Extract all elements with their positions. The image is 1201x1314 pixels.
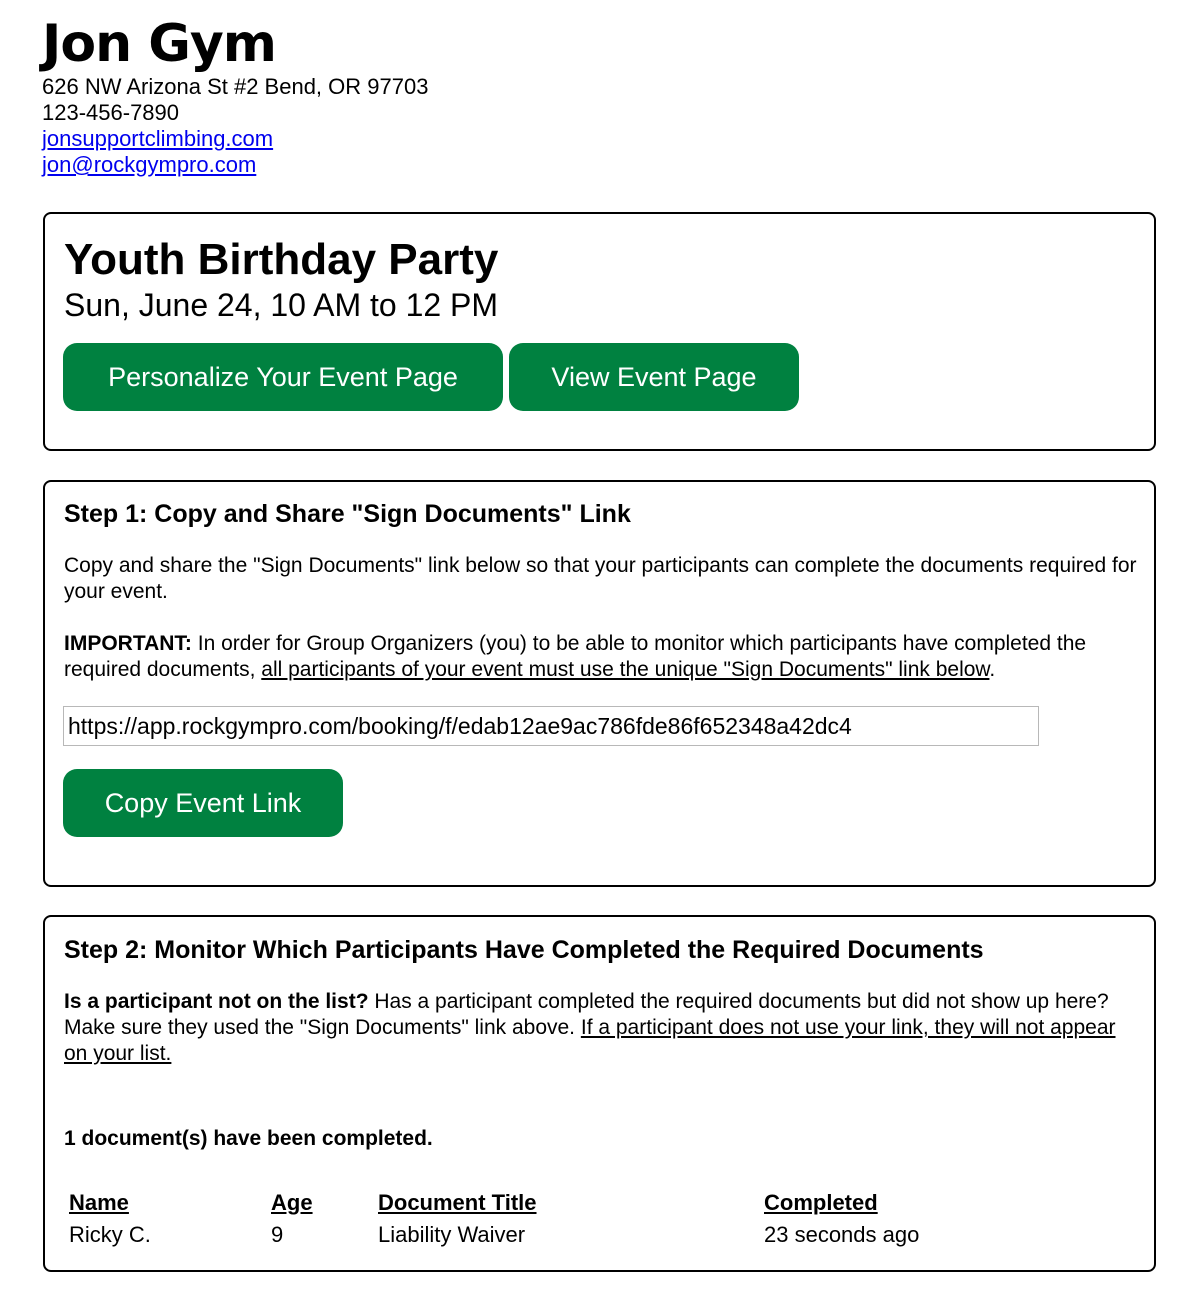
cell-document-title: Liability Waiver — [378, 1222, 526, 1247]
gym-header — [42, 14, 428, 178]
gym-email-link[interactable]: jon@rockgympro.com — [42, 152, 257, 177]
gym-address: 626 NW Arizona St #2 Bend, OR 97703 — [42, 74, 429, 99]
important-text: In order for Group Organizers (you) to be able to monitor which participants have completed the required documents, — [64, 632, 1087, 681]
step1-card — [43, 480, 1156, 887]
step2-title: Step 2: Monitor Which Participants Have Completed the Required Documents — [64, 936, 984, 964]
event-title: Youth Birthday Party — [64, 235, 499, 284]
gym-name: Jon Gym — [42, 14, 276, 74]
important-underlined: all participants of your event must use the unique "Sign Documents" link below — [261, 658, 990, 681]
table-row — [65, 1219, 1064, 1249]
cell-age: 9 — [271, 1222, 284, 1247]
completed-count: 1 document(s) have been completed. — [64, 1127, 433, 1150]
notice-question: Is a participant not on the list? — [64, 990, 369, 1013]
notice-underlined: If a participant does not use your link, they will not appear on your list. — [64, 1016, 1116, 1065]
event-link-input[interactable] — [63, 706, 1039, 746]
important-label: IMPORTANT: — [64, 632, 192, 655]
notice-text: Has a participant completed the required documents but did not show up here? Make sure they used the "Sign Documents" link above. — [64, 990, 1109, 1039]
gym-website-link[interactable]: jonsupportclimbing.com — [42, 126, 274, 151]
step1-important — [64, 631, 1139, 683]
table-header-row — [65, 1189, 1064, 1219]
step1-title: Step 1: Copy and Share "Sign Documents" Link — [64, 500, 631, 528]
important-end: . — [989, 658, 996, 681]
copy-event-link-button[interactable]: Copy Event Link — [63, 769, 343, 837]
step2-card — [43, 915, 1156, 1272]
event-card — [43, 212, 1156, 451]
gym-phone: 123-456-7890 — [42, 100, 180, 125]
column-header-completed: Completed — [764, 1190, 878, 1215]
step1-description: Copy and share the "Sign Documents" link below so that your participants can complete the documents required for your event. — [64, 554, 1137, 603]
cell-completed: 23 seconds ago — [764, 1222, 920, 1247]
column-header-age: Age — [271, 1190, 313, 1215]
view-event-page-button[interactable]: View Event Page — [509, 343, 799, 411]
cell-name: Ricky C. — [69, 1222, 151, 1247]
documents-table — [65, 1189, 1064, 1249]
event-date: Sun, June 24, 10 AM to 12 PM — [64, 287, 499, 323]
personalize-event-page-button[interactable]: Personalize Your Event Page — [63, 343, 503, 411]
column-header-document-title: Document Title — [378, 1190, 537, 1215]
step2-notice — [64, 989, 1139, 1067]
column-header-name: Name — [69, 1190, 129, 1215]
